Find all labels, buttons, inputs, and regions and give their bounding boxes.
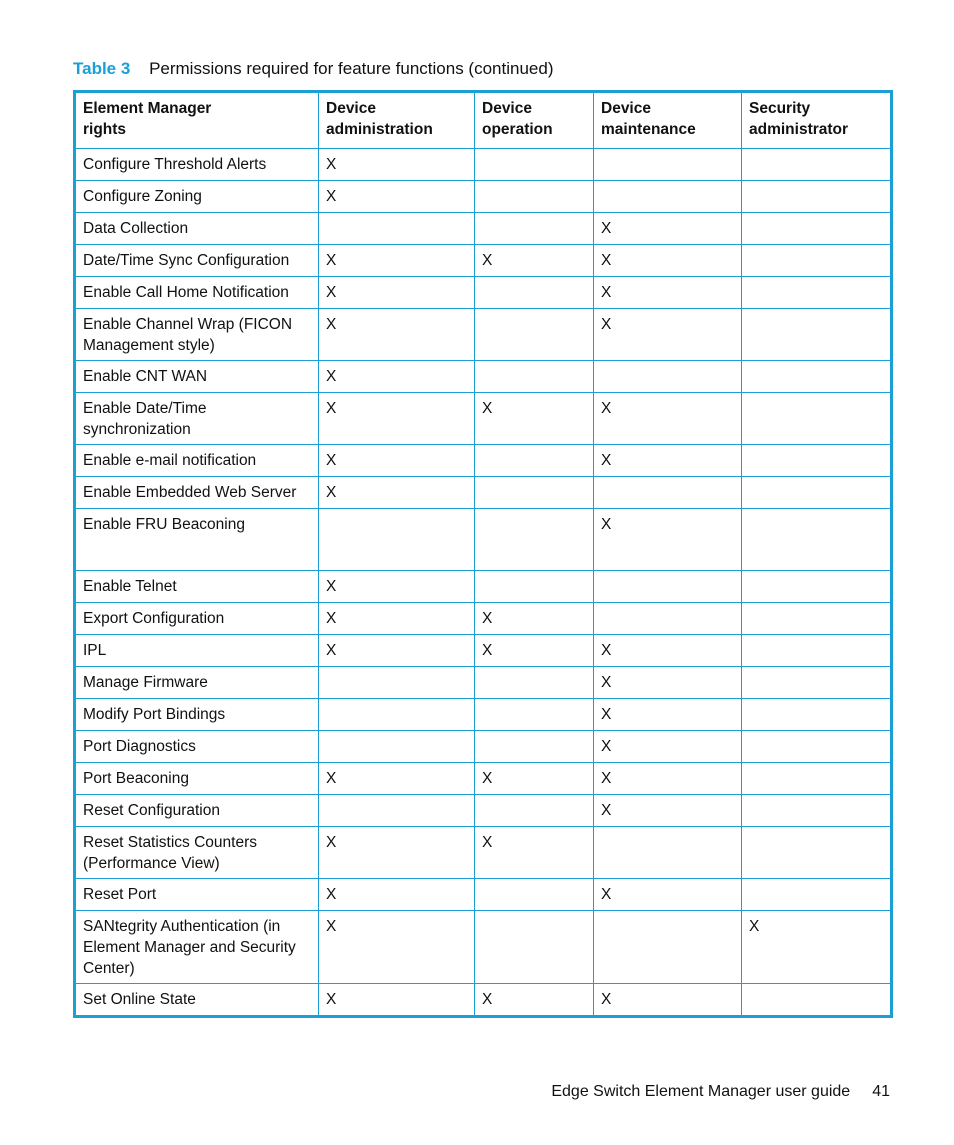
permission-cell: X: [594, 393, 742, 445]
permission-cell: [594, 827, 742, 879]
permission-cell: X: [319, 879, 475, 911]
right-name-cell: Enable Channel Wrap (FICON Management style): [75, 309, 319, 361]
permission-cell: X: [475, 393, 594, 445]
table-row: [75, 509, 892, 571]
permission-cell: X: [319, 477, 475, 509]
footer-title: Edge Switch Element Manager user guide: [551, 1083, 851, 1100]
table-row: [75, 477, 892, 509]
permission-cell: [475, 445, 594, 477]
permission-cell: [742, 445, 892, 477]
right-name-cell: Date/Time Sync Configuration: [75, 245, 319, 277]
permission-cell: [742, 393, 892, 445]
right-name-cell: Reset Port: [75, 879, 319, 911]
permission-cell: [475, 277, 594, 309]
right-name-cell: Enable Call Home Notification: [75, 277, 319, 309]
permission-cell: [594, 181, 742, 213]
permission-cell: [742, 984, 892, 1017]
right-name-cell: Data Collection: [75, 213, 319, 245]
permission-cell: [475, 911, 594, 984]
permissions-table: [73, 90, 893, 1018]
permission-cell: X: [475, 763, 594, 795]
permission-cell: [742, 699, 892, 731]
permission-cell: [742, 213, 892, 245]
permission-cell: [319, 731, 475, 763]
permission-cell: [742, 181, 892, 213]
permission-cell: [475, 731, 594, 763]
permission-cell: [742, 277, 892, 309]
right-name-cell: IPL: [75, 635, 319, 667]
permission-cell: X: [319, 393, 475, 445]
header-device-maintenance: Device maintenance: [594, 92, 742, 149]
permission-cell: [319, 509, 475, 571]
permission-cell: X: [594, 763, 742, 795]
permission-cell: [742, 763, 892, 795]
table-row: [75, 603, 892, 635]
permission-cell: X: [594, 879, 742, 911]
permission-cell: X: [594, 277, 742, 309]
permission-cell: [475, 879, 594, 911]
table-row: [75, 879, 892, 911]
permission-cell: [594, 477, 742, 509]
table-label: Table 3: [73, 59, 131, 78]
permission-cell: [594, 149, 742, 181]
permission-cell: [742, 477, 892, 509]
permission-cell: [475, 667, 594, 699]
permission-cell: X: [319, 149, 475, 181]
table-row: [75, 213, 892, 245]
header-device-administration: Device administration: [319, 92, 475, 149]
table-row: [75, 445, 892, 477]
permission-cell: X: [319, 603, 475, 635]
header-element-manager-rights: Element Manager rights: [75, 92, 319, 149]
table-row: [75, 795, 892, 827]
permission-cell: [475, 361, 594, 393]
permission-cell: [594, 571, 742, 603]
permission-cell: [475, 181, 594, 213]
permission-cell: [742, 571, 892, 603]
table-row: [75, 309, 892, 361]
table-caption: [73, 58, 554, 80]
permission-cell: [475, 477, 594, 509]
right-name-cell: Enable CNT WAN: [75, 361, 319, 393]
permission-cell: [319, 699, 475, 731]
permission-cell: X: [319, 445, 475, 477]
right-name-cell: Port Beaconing: [75, 763, 319, 795]
permission-cell: X: [594, 213, 742, 245]
table-row: [75, 911, 892, 984]
permission-cell: X: [319, 763, 475, 795]
right-name-cell: Set Online State: [75, 984, 319, 1017]
table-row: [75, 245, 892, 277]
table-row: [75, 763, 892, 795]
permission-cell: X: [594, 667, 742, 699]
permission-cell: X: [319, 827, 475, 879]
right-name-cell: Reset Configuration: [75, 795, 319, 827]
permission-cell: [319, 667, 475, 699]
header-security-administrator: Security administrator: [742, 92, 892, 149]
permission-cell: X: [319, 245, 475, 277]
right-name-cell: Export Configuration: [75, 603, 319, 635]
permission-cell: X: [475, 635, 594, 667]
table-row: [75, 827, 892, 879]
table-header-row: [75, 92, 892, 149]
permission-cell: X: [319, 635, 475, 667]
table-body: [75, 149, 892, 1017]
permission-cell: [742, 731, 892, 763]
table-title: Permissions required for feature functions (continued): [149, 59, 554, 78]
table-row: [75, 731, 892, 763]
permission-cell: [742, 667, 892, 699]
permission-cell: X: [594, 699, 742, 731]
right-name-cell: SANtegrity Authentication (in Element Manager and Security Center): [75, 911, 319, 984]
right-name-cell: Port Diagnostics: [75, 731, 319, 763]
permission-cell: X: [594, 309, 742, 361]
permission-cell: [742, 309, 892, 361]
permission-cell: [742, 361, 892, 393]
permission-cell: X: [475, 984, 594, 1017]
permission-cell: X: [319, 277, 475, 309]
permission-cell: [742, 879, 892, 911]
table-row: [75, 635, 892, 667]
table-row: [75, 277, 892, 309]
header-device-operation: Device operation: [475, 92, 594, 149]
table-row: [75, 393, 892, 445]
permission-cell: [475, 509, 594, 571]
permission-cell: [742, 149, 892, 181]
right-name-cell: Modify Port Bindings: [75, 699, 319, 731]
permission-cell: [475, 213, 594, 245]
permission-cell: [594, 603, 742, 635]
permission-cell: X: [475, 827, 594, 879]
permission-cell: X: [475, 603, 594, 635]
right-name-cell: Enable FRU Beaconing: [75, 509, 319, 571]
permission-cell: [594, 911, 742, 984]
permission-cell: X: [475, 245, 594, 277]
permission-cell: [319, 795, 475, 827]
permission-cell: [742, 635, 892, 667]
permission-cell: [742, 245, 892, 277]
permission-cell: [475, 699, 594, 731]
page-footer: [551, 1082, 890, 1102]
permission-cell: X: [319, 361, 475, 393]
right-name-cell: Enable Date/Time synchronization: [75, 393, 319, 445]
permission-cell: X: [319, 309, 475, 361]
permission-cell: X: [742, 911, 892, 984]
permission-cell: [319, 213, 475, 245]
table-row: [75, 361, 892, 393]
permission-cell: X: [594, 731, 742, 763]
right-name-cell: Manage Firmware: [75, 667, 319, 699]
permission-cell: [475, 795, 594, 827]
right-name-cell: Enable e-mail notification: [75, 445, 319, 477]
table-row: [75, 699, 892, 731]
permission-cell: X: [594, 984, 742, 1017]
permission-cell: X: [594, 509, 742, 571]
permission-cell: X: [594, 445, 742, 477]
permission-cell: [594, 361, 742, 393]
table-row: [75, 181, 892, 213]
permission-cell: [475, 309, 594, 361]
permission-cell: [742, 795, 892, 827]
table-row: [75, 149, 892, 181]
permission-cell: X: [319, 911, 475, 984]
permission-cell: X: [319, 181, 475, 213]
page-number: 41: [872, 1083, 890, 1100]
permission-cell: [475, 149, 594, 181]
permission-cell: [742, 827, 892, 879]
permission-cell: X: [594, 245, 742, 277]
permission-cell: [742, 509, 892, 571]
permission-cell: [742, 603, 892, 635]
permission-cell: X: [319, 571, 475, 603]
right-name-cell: Enable Telnet: [75, 571, 319, 603]
permission-cell: X: [594, 795, 742, 827]
right-name-cell: Configure Threshold Alerts: [75, 149, 319, 181]
table-row: [75, 667, 892, 699]
permission-cell: [475, 571, 594, 603]
right-name-cell: Configure Zoning: [75, 181, 319, 213]
table-row: [75, 571, 892, 603]
table-row: [75, 984, 892, 1017]
right-name-cell: Reset Statistics Counters (Performance View): [75, 827, 319, 879]
permission-cell: X: [319, 984, 475, 1017]
permission-cell: X: [594, 635, 742, 667]
right-name-cell: Enable Embedded Web Server: [75, 477, 319, 509]
